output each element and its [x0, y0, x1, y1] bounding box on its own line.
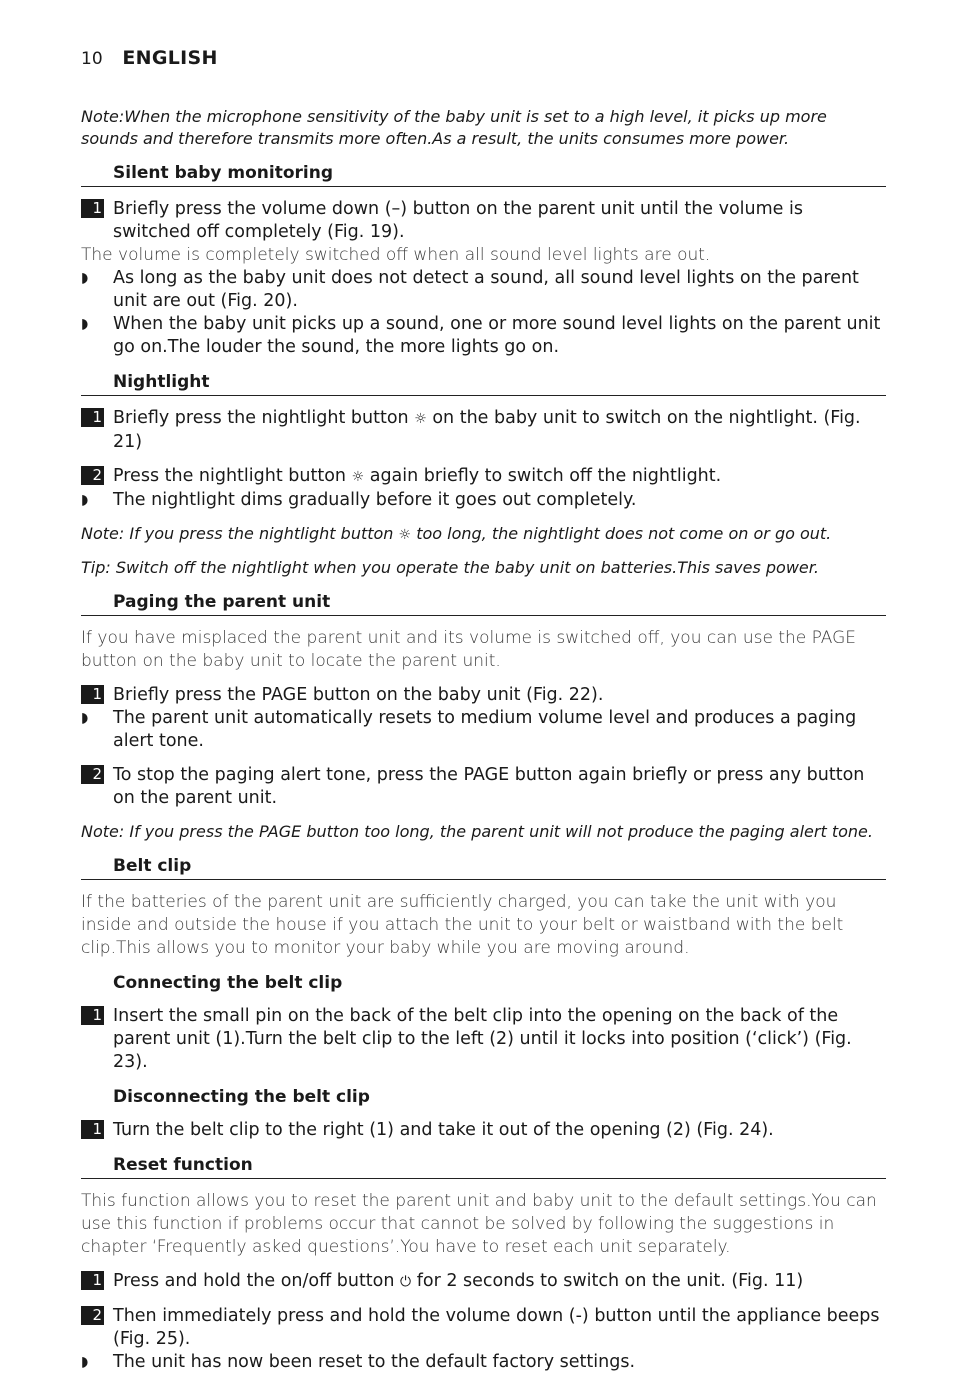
step-text: Press and hold the on/off button [113, 1271, 395, 1291]
page-content [81, 106, 886, 1374]
nightlight-step-1 [81, 407, 886, 454]
paging-step-2 [81, 764, 886, 810]
belt-intro: If the batteries of the parent unit are sufficiently charged, you can take the unit with you inside and outside the house if you attach the unit to your belt or waistband with the belt clip.This allows you to monitor your baby while you are moving around. [81, 892, 844, 958]
step-text: Press the nightlight button [113, 466, 346, 486]
paging-intro: If you have misplaced the parent unit and its volume is switched off, you can use the PAGE button on the baby unit to locate the parent unit. [81, 628, 857, 671]
power-icon: ⏻ [400, 1274, 412, 1290]
silent-info: The volume is completely switched off when all sound level lights are out. [81, 245, 711, 265]
bullet-text: The parent unit automatically resets to medium volume level and produces a paging alert tone. [113, 708, 857, 751]
step-text: Briefly press the PAGE button on the baby unit (Fig. 22). [113, 685, 604, 705]
nightlight-icon: ☼ [398, 527, 412, 543]
silent-bullet-1 [81, 267, 886, 313]
connect-step-1 [81, 1005, 886, 1074]
bullet-arrow-icon: ◗ [81, 1354, 89, 1370]
section-title-belt: Belt clip [81, 855, 886, 880]
section-title-paging: Paging the parent unit [81, 591, 886, 616]
page-number: 10 [81, 49, 103, 69]
paging-bullet-1 [81, 707, 886, 753]
note-paging: Note: If you press the PAGE button too long, the parent unit will not produce the paging alert tone. [81, 822, 873, 841]
bullet-text: The unit has now been reset to the default factory settings. [113, 1352, 636, 1372]
step-number-badge: 2 [81, 765, 104, 784]
nightlight-icon: ☼ [414, 411, 427, 427]
section-title-reset: Reset function [81, 1154, 886, 1179]
step-text: Turn the belt clip to the right (1) and take it out of the opening (2) (Fig. 24). [113, 1120, 774, 1140]
nightlight-icon: ☼ [351, 469, 365, 485]
note-text: Note: If you press the nightlight button [81, 524, 394, 543]
bullet-text: When the baby unit picks up a sound, one or more sound level lights on the parent unit go on.The louder the sound, the more lights go on. [113, 314, 881, 357]
bullet-arrow-icon: ◗ [81, 316, 89, 332]
bullet-text: As long as the baby unit does not detect a sound, all sound level lights on the parent unit are out (Fig. 20). [113, 268, 859, 311]
paging-step-1 [81, 684, 886, 707]
note-nightlight [81, 523, 886, 546]
reset-step-2 [81, 1305, 886, 1351]
step-number-badge: 1 [81, 685, 104, 704]
silent-bullet-2 [81, 313, 886, 359]
nightlight-bullet-1 [81, 489, 886, 512]
reset-intro: This function allows you to reset the parent unit and baby unit to the default settings.You can use this function if problems occur that cannot be solved by following the suggestions in chapter ‘Frequently asked questions’.You have to reset each unit separately. [81, 1191, 877, 1257]
reset-bullet-1 [81, 1351, 886, 1374]
step-text-cont: on the baby unit to switch on the nightlight. (Fig. 21) [113, 408, 861, 452]
page-header [81, 47, 218, 69]
step-text: Briefly press the nightlight button [113, 408, 409, 428]
step-text: Then immediately press and hold the volume down (-) button until the appliance beeps (Fig. 25). [113, 1306, 880, 1349]
disconnect-step-1 [81, 1119, 886, 1142]
language-title: ENGLISH [122, 47, 218, 69]
note-text-cont: too long, the nightlight does not come on or go out. [416, 524, 832, 543]
silent-step-1 [81, 198, 886, 244]
step-text: Insert the small pin on the back of the belt clip into the opening on the back of the parent unit (1).Turn the belt clip to the left (2) until it locks into position (‘click’) (Fig. 23). [113, 1006, 852, 1072]
tip-nightlight: Tip: Switch off the nightlight when you operate the baby unit on batteries.This saves power. [81, 558, 819, 577]
section-title-nightlight: Nightlight [81, 371, 886, 396]
step-number-badge: 1 [81, 1271, 104, 1290]
step-number-badge: 1 [81, 1120, 104, 1139]
bullet-arrow-icon: ◗ [81, 270, 89, 286]
reset-step-1 [81, 1270, 886, 1294]
nightlight-step-2 [81, 465, 886, 489]
step-number-badge: 2 [81, 466, 104, 485]
step-number-badge: 1 [81, 199, 104, 218]
subsection-title-connect: Connecting the belt clip [113, 973, 343, 993]
step-text: To stop the paging alert tone, press the PAGE button again briefly or press any button on the parent unit. [113, 765, 865, 808]
step-text-cont: again briefly to switch off the nightlight. [369, 466, 722, 486]
step-number-badge: 1 [81, 1006, 104, 1025]
step-number-badge: 2 [81, 1306, 104, 1325]
section-title-silent: Silent baby monitoring [81, 162, 886, 187]
step-text: Briefly press the volume down (–) button on the parent unit until the volume is switched off completely (Fig. 19). [113, 199, 803, 242]
bullet-text: The nightlight dims gradually before it goes out completely. [113, 490, 637, 510]
subsection-title-disconnect: Disconnecting the belt clip [113, 1087, 370, 1107]
note-microphone: Note:When the microphone sensitivity of the baby unit is set to a high level, it picks up more sounds and therefore transmits more often.As a result, the units consumes more power. [81, 107, 827, 148]
bullet-arrow-icon: ◗ [81, 492, 89, 508]
bullet-arrow-icon: ◗ [81, 710, 89, 726]
step-text-cont: for 2 seconds to switch on the unit. (Fig. 11) [416, 1271, 804, 1291]
step-number-badge: 1 [81, 408, 104, 427]
